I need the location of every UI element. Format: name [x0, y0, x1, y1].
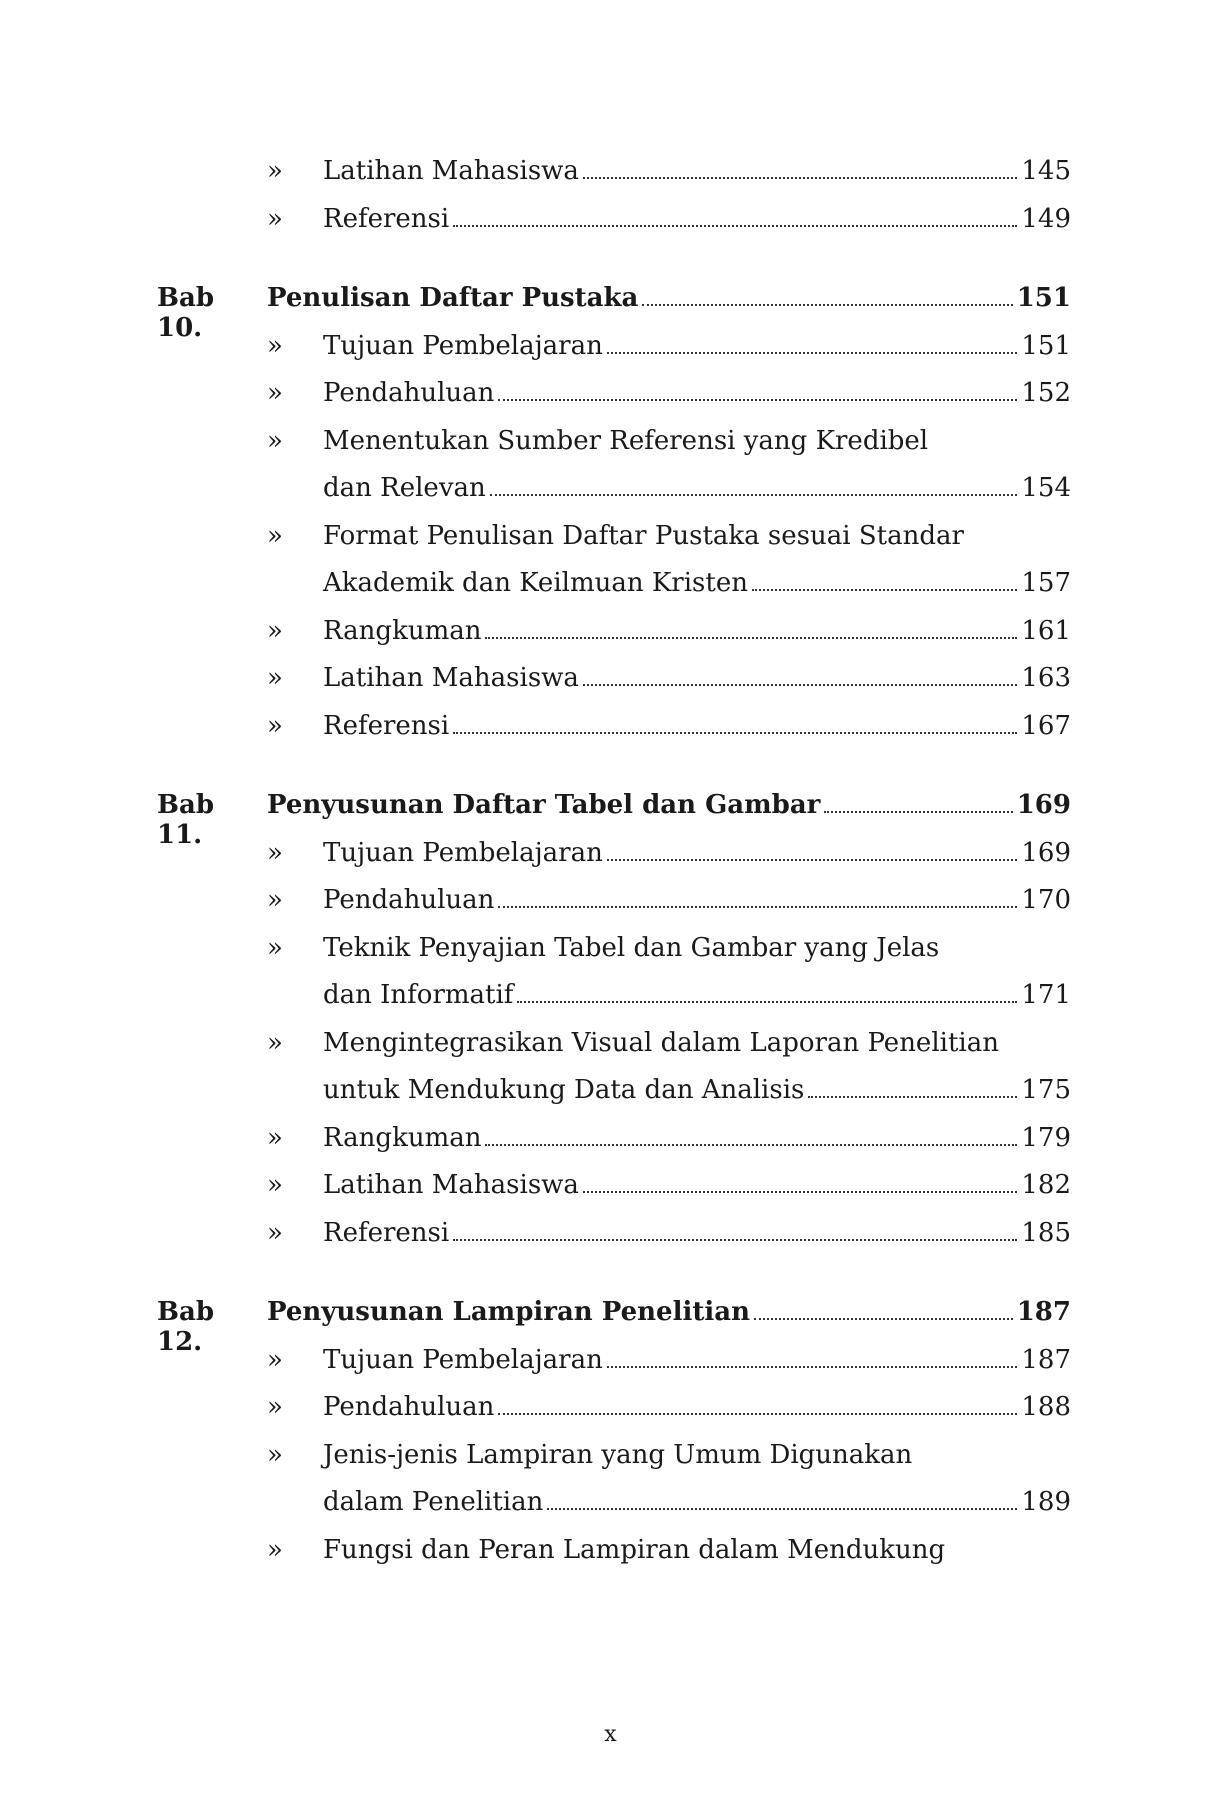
section-page-number: 161: [1021, 615, 1071, 646]
bullet-marker: »: [267, 1392, 283, 1422]
chapter-page-number: 169: [1016, 790, 1071, 820]
section-page-number: 189: [1021, 1487, 1071, 1517]
section-title: Mengintegrasikan Visual dalam Laporan Penelitian: [323, 1027, 999, 1058]
toc-section-entry[interactable]: [157, 1123, 1071, 1171]
dot-leader: [607, 352, 1018, 354]
section-page-number: 151: [1021, 330, 1071, 361]
section-page-number: 170: [1021, 885, 1071, 915]
toc-section-entry[interactable]: [157, 521, 1071, 569]
dot-leader: [754, 1318, 1013, 1320]
bullet-marker: »: [267, 1344, 283, 1375]
toc-section-entry[interactable]: [157, 473, 1071, 521]
section-page-number: 154: [1021, 473, 1071, 503]
chapter-spacer: [157, 758, 1071, 790]
section-title: Teknik Penyajian Tabel dan Gambar yang Jelas: [323, 932, 940, 963]
section-title: untuk Mendukung Data dan Analisis: [323, 1075, 805, 1105]
bullet-marker: »: [267, 837, 283, 868]
toc-chapter-entry[interactable]: [157, 790, 1071, 850]
bullet-marker: »: [267, 203, 283, 234]
toc-section-entry[interactable]: [157, 1218, 1071, 1266]
bullet-marker: »: [267, 710, 283, 741]
toc-section-entry[interactable]: [157, 204, 1071, 252]
section-page-number: 187: [1021, 1344, 1071, 1375]
section-title: Latihan Mahasiswa: [323, 1170, 579, 1200]
bullet-marker: »: [267, 885, 283, 915]
section-page-number: 169: [1021, 837, 1071, 868]
toc-section-entry[interactable]: [157, 933, 1071, 981]
bullet-marker: »: [267, 520, 283, 551]
section-page-number: 185: [1021, 1217, 1071, 1248]
dot-leader: [453, 1239, 1017, 1241]
section-title: Tujuan Pembelajaran: [323, 837, 603, 868]
bullet-marker: »: [267, 330, 283, 361]
bullet-marker: »: [267, 1217, 283, 1248]
section-page-number: 149: [1021, 203, 1071, 234]
toc-chapter-entry[interactable]: [157, 1297, 1071, 1357]
section-title: Tujuan Pembelajaran: [323, 330, 603, 361]
section-title: Referensi: [323, 1217, 450, 1248]
section-page-number: 157: [1021, 568, 1071, 598]
bullet-marker: »: [267, 615, 283, 646]
chapter-title: Penyusunan Lampiran Penelitian: [267, 1297, 750, 1327]
bullet-marker: »: [267, 1122, 283, 1153]
section-title: Format Penulisan Daftar Pustaka sesuai Standar: [323, 520, 964, 551]
section-title: Jenis-jenis Lampiran yang Umum Digunakan: [323, 1439, 913, 1470]
chapter-spacer: [157, 251, 1071, 283]
toc-section-entry[interactable]: [157, 616, 1071, 664]
toc-section-entry[interactable]: [157, 1170, 1071, 1218]
section-title: Rangkuman: [323, 615, 482, 646]
dot-leader: [498, 906, 1017, 908]
bullet-marker: »: [267, 1027, 283, 1058]
table-of-contents: [157, 156, 1071, 1582]
toc-section-entry[interactable]: [157, 1535, 1071, 1583]
chapter-page-number: 151: [1016, 283, 1071, 313]
section-title: dan Relevan: [323, 473, 486, 503]
section-title: Fungsi dan Peran Lampiran dalam Mendukung: [323, 1534, 946, 1565]
toc-section-entry[interactable]: [157, 1075, 1071, 1123]
dot-leader: [485, 637, 1017, 639]
toc-section-entry[interactable]: [157, 1487, 1071, 1535]
toc-section-entry[interactable]: [157, 838, 1071, 886]
dot-leader: [547, 1508, 1017, 1510]
section-page-number: 188: [1021, 1392, 1071, 1422]
section-title: dan Informatif: [323, 980, 514, 1010]
toc-section-entry[interactable]: [157, 1345, 1071, 1393]
section-page-number: 163: [1021, 663, 1071, 693]
toc-section-entry[interactable]: [157, 156, 1071, 204]
toc-section-entry[interactable]: [157, 378, 1071, 426]
bullet-marker: »: [267, 932, 283, 963]
dot-leader: [642, 304, 1012, 306]
section-page-number: 152: [1021, 378, 1071, 408]
dot-leader: [490, 494, 1018, 496]
section-page-number: 175: [1021, 1075, 1071, 1105]
dot-leader: [517, 1001, 1017, 1003]
bullet-marker: »: [267, 663, 283, 693]
dot-leader: [485, 1144, 1017, 1146]
chapter-title: Penulisan Daftar Pustaka: [267, 283, 639, 313]
section-title: Latihan Mahasiswa: [323, 156, 579, 186]
section-title: Pendahuluan: [323, 378, 495, 408]
dot-leader: [824, 811, 1012, 813]
chapter-number: Bab 12.: [157, 1297, 215, 1357]
bullet-marker: »: [267, 378, 283, 408]
chapter-page-number: 187: [1016, 1297, 1071, 1327]
dot-leader: [583, 684, 1017, 686]
section-page-number: 167: [1021, 710, 1071, 741]
dot-leader: [453, 225, 1017, 227]
section-page-number: 145: [1021, 156, 1071, 186]
section-page-number: 171: [1021, 980, 1071, 1010]
chapter-title: Penyusunan Daftar Tabel dan Gambar: [267, 790, 821, 820]
toc-section-entry[interactable]: [157, 1440, 1071, 1488]
section-title: Akademik dan Keilmuan Kristen: [323, 568, 748, 598]
dot-leader: [607, 1366, 1018, 1368]
toc-section-entry[interactable]: [157, 1028, 1071, 1076]
toc-section-entry[interactable]: [157, 663, 1071, 711]
chapter-number: Bab 11.: [157, 790, 215, 850]
bullet-marker: »: [267, 1170, 283, 1200]
chapter-number: Bab 10.: [157, 283, 215, 343]
dot-leader: [498, 1413, 1017, 1415]
section-title: Pendahuluan: [323, 1392, 495, 1422]
toc-section-entry[interactable]: [157, 426, 1071, 474]
dot-leader: [583, 1191, 1017, 1193]
dot-leader: [808, 1096, 1017, 1098]
section-title: dalam Penelitian: [323, 1487, 544, 1517]
section-page-number: 182: [1021, 1170, 1071, 1200]
section-title: Tujuan Pembelajaran: [323, 1344, 603, 1375]
dot-leader: [607, 859, 1018, 861]
page-number: x: [604, 1722, 617, 1747]
toc-section-entry[interactable]: [157, 331, 1071, 379]
section-page-number: 179: [1021, 1122, 1071, 1153]
dot-leader: [498, 399, 1017, 401]
section-title: Menentukan Sumber Referensi yang Kredibel: [323, 425, 929, 456]
bullet-marker: »: [267, 1534, 283, 1565]
dot-leader: [583, 177, 1017, 179]
toc-section-entry[interactable]: [157, 1392, 1071, 1440]
bullet-marker: »: [267, 425, 283, 456]
bullet-marker: »: [267, 1439, 283, 1470]
toc-section-entry[interactable]: [157, 980, 1071, 1028]
section-title: Latihan Mahasiswa: [323, 663, 579, 693]
section-title: Rangkuman: [323, 1122, 482, 1153]
section-title: Pendahuluan: [323, 885, 495, 915]
section-title: Referensi: [323, 710, 450, 741]
dot-leader: [453, 732, 1017, 734]
toc-section-entry[interactable]: [157, 885, 1071, 933]
toc-section-entry[interactable]: [157, 568, 1071, 616]
dot-leader: [752, 589, 1017, 591]
chapter-spacer: [157, 1265, 1071, 1297]
toc-chapter-entry[interactable]: [157, 283, 1071, 343]
bullet-marker: »: [267, 156, 283, 186]
section-title: Referensi: [323, 203, 450, 234]
toc-section-entry[interactable]: [157, 711, 1071, 759]
